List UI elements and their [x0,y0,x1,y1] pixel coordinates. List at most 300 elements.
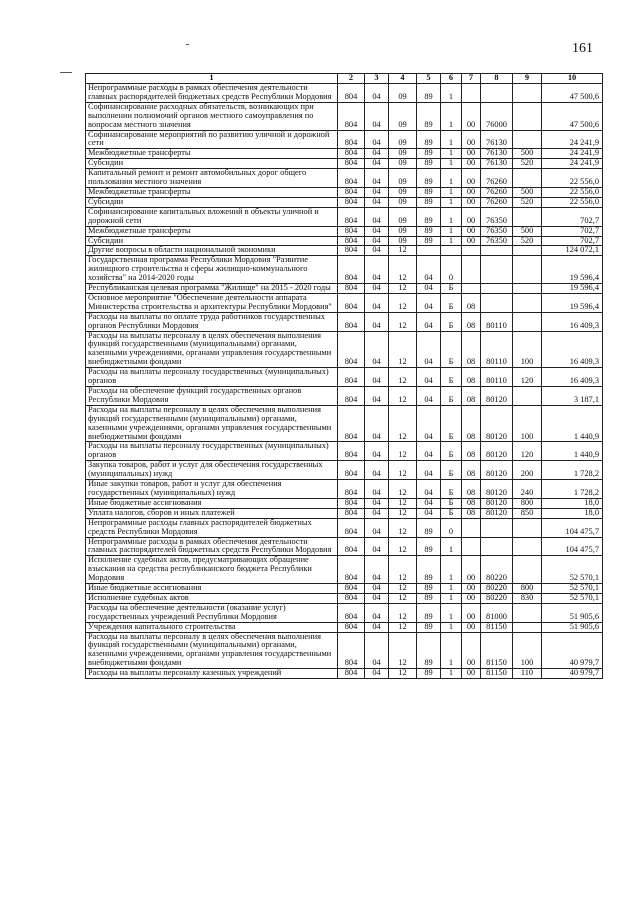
code-program-cell: 04 [417,442,441,461]
table-row [86,226,603,236]
code-subsection-b-cell: 12 [389,632,417,669]
table-row [86,405,603,442]
amount-cell: 104 475,7 [542,537,603,556]
code-expense-type-cell [513,556,542,584]
code-direction-cell: 80120 [481,442,513,461]
column-header: 6 [441,74,462,84]
code-program-cell: 89 [417,207,441,226]
table-row [86,537,603,556]
code-subprogram-cell: Б [441,461,462,480]
scan-mark [186,44,189,45]
code-event-cell: 08 [462,442,481,461]
code-expense-type-cell: 800 [513,584,542,594]
amount-cell: 22 556,0 [542,169,603,188]
code-expense-type-cell: 120 [513,442,542,461]
item-name-cell: Субсидии [86,197,338,207]
amount-cell: 16 409,3 [542,331,603,368]
code-subsection-b-cell: 09 [389,197,417,207]
code-expense-type-cell: 110 [513,669,542,679]
code-subprogram-cell: 1 [441,102,462,130]
code-subsection-a-cell: 04 [365,246,389,256]
amount-cell: 1 728,2 [542,480,603,499]
amount-cell: 16 409,3 [542,368,603,387]
code-subsection-a-cell: 04 [365,508,389,518]
code-subsection-a-cell: 04 [365,669,389,679]
code-event-cell: 00 [462,556,481,584]
code-program-cell: 04 [417,480,441,499]
code-program-cell: 04 [417,498,441,508]
code-program-cell: 89 [417,518,441,537]
code-event-cell: 00 [462,603,481,622]
code-section-cell: 804 [338,169,365,188]
code-section-cell: 804 [338,593,365,603]
code-expense-type-cell [513,312,542,331]
code-direction-cell: 76260 [481,187,513,197]
code-direction-cell [481,518,513,537]
code-subprogram-cell: Б [441,284,462,294]
code-subprogram-cell: Б [441,442,462,461]
code-program-cell: 04 [417,256,441,284]
code-subprogram-cell: 1 [441,669,462,679]
code-subsection-b-cell: 12 [389,480,417,499]
code-subsection-a-cell: 04 [365,102,389,130]
code-expense-type-cell [513,284,542,294]
table-row [86,498,603,508]
code-subsection-a-cell: 04 [365,622,389,632]
code-program-cell: 89 [417,632,441,669]
code-section-cell: 804 [338,236,365,246]
code-expense-type-cell [513,246,542,256]
item-name-cell: Расходы на выплаты персоналу казенных учреждений [86,669,338,679]
code-program-cell: 04 [417,508,441,518]
code-expense-type-cell [513,130,542,149]
table-row [86,169,603,188]
code-subsection-b-cell: 09 [389,149,417,159]
amount-cell: 702,7 [542,236,603,246]
code-subsection-a-cell: 04 [365,593,389,603]
code-event-cell: 00 [462,169,481,188]
code-section-cell: 804 [338,498,365,508]
code-expense-type-cell [513,169,542,188]
code-subprogram-cell: 1 [441,149,462,159]
code-event-cell [462,84,481,103]
code-event-cell: 08 [462,368,481,387]
code-subsection-b-cell: 12 [389,556,417,584]
code-subsection-a-cell: 04 [365,159,389,169]
table-row [86,256,603,284]
amount-cell: 702,7 [542,226,603,236]
amount-cell: 24 241,9 [542,159,603,169]
code-program-cell: 04 [417,461,441,480]
code-section-cell: 804 [338,226,365,236]
table-row [86,236,603,246]
code-direction-cell: 80120 [481,480,513,499]
code-subsection-a-cell: 04 [365,207,389,226]
code-program-cell: 04 [417,405,441,442]
table-row [86,442,603,461]
item-name-cell: Непрограммные расходы в рамках обеспечения деятельности главных распорядителей бюджетных средств Республики Мордовия [86,84,338,103]
code-program-cell: 89 [417,556,441,584]
code-subprogram-cell: 1 [441,187,462,197]
code-subsection-b-cell: 12 [389,442,417,461]
table-row [86,480,603,499]
code-subsection-a-cell: 04 [365,312,389,331]
code-direction-cell: 81150 [481,669,513,679]
code-program-cell: 04 [417,331,441,368]
code-direction-cell: 80120 [481,508,513,518]
table-row [86,669,603,679]
code-subsection-a-cell: 04 [365,498,389,508]
code-subsection-b-cell: 09 [389,130,417,149]
code-subsection-b-cell: 12 [389,498,417,508]
code-direction-cell: 76130 [481,149,513,159]
column-header: 2 [338,74,365,84]
code-direction-cell: 76350 [481,207,513,226]
amount-cell: 18,0 [542,498,603,508]
code-event-cell [462,256,481,284]
amount-cell: 24 241,9 [542,149,603,159]
table-row [86,149,603,159]
code-expense-type-cell: 500 [513,187,542,197]
code-subsection-b-cell: 12 [389,603,417,622]
code-program-cell: 89 [417,226,441,236]
item-name-cell: Учреждения капитального строительства [86,622,338,632]
code-subsection-a-cell: 04 [365,284,389,294]
code-subsection-b-cell: 12 [389,256,417,284]
code-subprogram-cell: 1 [441,84,462,103]
column-header: 9 [513,74,542,84]
code-subsection-a-cell: 04 [365,226,389,236]
code-section-cell: 804 [338,632,365,669]
code-program-cell: 89 [417,187,441,197]
code-event-cell: 00 [462,187,481,197]
code-direction-cell: 80220 [481,584,513,594]
item-name-cell: Исполнение судебных актов [86,593,338,603]
code-event-cell [462,246,481,256]
code-section-cell: 804 [338,159,365,169]
table-row [86,246,603,256]
code-section-cell: 804 [338,246,365,256]
code-section-cell: 804 [338,187,365,197]
code-subsection-b-cell: 12 [389,368,417,387]
code-subsection-a-cell: 04 [365,331,389,368]
code-section-cell: 804 [338,387,365,406]
code-section-cell: 804 [338,207,365,226]
code-event-cell: 08 [462,331,481,368]
table-row [86,632,603,669]
code-program-cell: 04 [417,293,441,312]
code-subsection-a-cell: 04 [365,518,389,537]
code-expense-type-cell [513,537,542,556]
item-name-cell: Непрограммные расходы в рамках обеспечения деятельности главных распорядителей бюджетных средств Республики Мордовия [86,537,338,556]
code-program-cell: 04 [417,368,441,387]
code-program-cell: 89 [417,236,441,246]
table-row [86,187,603,197]
amount-cell: 40 979,7 [542,632,603,669]
code-subsection-b-cell: 12 [389,518,417,537]
code-subprogram-cell: Б [441,293,462,312]
code-subsection-a-cell: 04 [365,84,389,103]
amount-cell: 24 241,9 [542,130,603,149]
amount-cell: 47 500,6 [542,102,603,130]
code-event-cell: 08 [462,480,481,499]
item-name-cell: Иные бюджетные ассигнования [86,584,338,594]
code-subprogram-cell: 1 [441,556,462,584]
code-program-cell: 04 [417,387,441,406]
code-section-cell: 804 [338,622,365,632]
code-subsection-a-cell: 04 [365,256,389,284]
code-subsection-b-cell: 12 [389,293,417,312]
code-section-cell: 804 [338,537,365,556]
code-direction-cell: 80120 [481,498,513,508]
code-subprogram-cell: 1 [441,159,462,169]
code-direction-cell [481,537,513,556]
code-subprogram-cell: 1 [441,593,462,603]
code-expense-type-cell: 800 [513,498,542,508]
code-event-cell: 08 [462,387,481,406]
code-section-cell: 804 [338,405,365,442]
code-subsection-b-cell: 09 [389,236,417,246]
item-name-cell: Иные бюджетные ассигнования [86,498,338,508]
code-expense-type-cell: 520 [513,236,542,246]
code-event-cell: 00 [462,584,481,594]
amount-cell: 19 596,4 [542,256,603,284]
code-expense-type-cell [513,518,542,537]
code-subsection-a-cell: 04 [365,293,389,312]
code-subprogram-cell: 1 [441,632,462,669]
table-row [86,197,603,207]
code-direction-cell: 76000 [481,102,513,130]
code-event-cell [462,537,481,556]
code-subsection-b-cell: 12 [389,461,417,480]
code-direction-cell [481,293,513,312]
code-subsection-b-cell: 09 [389,84,417,103]
code-subsection-b-cell: 12 [389,331,417,368]
code-subprogram-cell: 1 [441,169,462,188]
code-program-cell: 89 [417,102,441,130]
amount-cell: 19 596,4 [542,284,603,294]
code-program-cell: 04 [417,284,441,294]
budget-table [85,73,603,679]
code-subsection-a-cell: 04 [365,236,389,246]
item-name-cell: Межбюджетные трансферты [86,149,338,159]
code-program-cell: 89 [417,593,441,603]
code-direction-cell: 76260 [481,169,513,188]
code-subsection-b-cell: 12 [389,246,417,256]
code-direction-cell: 76260 [481,197,513,207]
code-expense-type-cell: 200 [513,461,542,480]
code-subsection-b-cell: 09 [389,159,417,169]
code-subsection-b-cell: 09 [389,226,417,236]
code-section-cell: 804 [338,603,365,622]
code-expense-type-cell: 100 [513,405,542,442]
code-event-cell: 08 [462,312,481,331]
code-subsection-b-cell: 12 [389,593,417,603]
item-name-cell: Другие вопросы в области национальной экономики [86,246,338,256]
code-direction-cell [481,246,513,256]
amount-cell: 702,7 [542,207,603,226]
code-event-cell [462,518,481,537]
code-section-cell: 804 [338,84,365,103]
code-section-cell: 804 [338,584,365,594]
table-row [86,622,603,632]
code-section-cell: 804 [338,461,365,480]
code-subsection-b-cell: 12 [389,537,417,556]
table-row [86,387,603,406]
table-row [86,556,603,584]
code-subprogram-cell: Б [441,387,462,406]
code-subsection-a-cell: 04 [365,149,389,159]
code-subprogram-cell: Б [441,368,462,387]
column-header: 1 [86,74,338,84]
code-event-cell: 08 [462,498,481,508]
table-row [86,461,603,480]
code-event-cell [462,284,481,294]
code-event-cell: 08 [462,405,481,442]
amount-cell: 3 187,1 [542,387,603,406]
table-row [86,102,603,130]
code-section-cell: 804 [338,197,365,207]
code-section-cell: 804 [338,556,365,584]
code-section-cell: 804 [338,368,365,387]
code-subprogram-cell: 1 [441,584,462,594]
code-section-cell: 804 [338,331,365,368]
code-subsection-a-cell: 04 [365,603,389,622]
item-name-cell: Межбюджетные трансферты [86,187,338,197]
code-expense-type-cell: 500 [513,149,542,159]
code-program-cell: 89 [417,84,441,103]
item-name-cell: Расходы на выплаты персоналу государственных (муниципальных) органов [86,442,338,461]
code-subsection-b-cell: 12 [389,387,417,406]
code-section-cell: 804 [338,669,365,679]
amount-cell: 1 440,9 [542,405,603,442]
code-subsection-a-cell: 04 [365,387,389,406]
item-name-cell: Исполнение судебных актов, предусматривающих обращение взыскания на средства республиканского бюджета Республики Мордовия [86,556,338,584]
code-program-cell: 89 [417,622,441,632]
amount-cell: 124 072,1 [542,246,603,256]
code-subprogram-cell: 1 [441,622,462,632]
code-direction-cell [481,284,513,294]
item-name-cell: Субсидии [86,236,338,246]
code-subprogram-cell: Б [441,480,462,499]
code-subsection-a-cell: 04 [365,584,389,594]
amount-cell: 22 556,0 [542,187,603,197]
code-subsection-a-cell: 04 [365,537,389,556]
code-expense-type-cell [513,387,542,406]
item-name-cell: Республиканская целевая программа "Жилище" на 2015 - 2020 годы [86,284,338,294]
code-direction-cell: 80120 [481,387,513,406]
code-subsection-a-cell: 04 [365,197,389,207]
table-row [86,130,603,149]
code-event-cell: 00 [462,130,481,149]
code-subsection-b-cell: 09 [389,187,417,197]
code-subsection-a-cell: 04 [365,169,389,188]
code-program-cell: 89 [417,159,441,169]
code-subsection-b-cell: 12 [389,508,417,518]
code-program-cell: 89 [417,197,441,207]
table-row [86,207,603,226]
code-direction-cell: 81150 [481,622,513,632]
code-program-cell: 89 [417,130,441,149]
code-program-cell: 89 [417,603,441,622]
code-program-cell: 89 [417,584,441,594]
item-name-cell: Расходы на обеспечение функций государственных органов Республики Мордовия [86,387,338,406]
code-subsection-b-cell: 12 [389,312,417,331]
code-subsection-a-cell: 04 [365,187,389,197]
code-expense-type-cell: 500 [513,226,542,236]
code-subsection-b-cell: 12 [389,622,417,632]
code-subprogram-cell: Б [441,508,462,518]
code-expense-type-cell [513,207,542,226]
item-name-cell: Расходы на выплаты персоналу в целях обеспечения выполнения функций государственными (муниципальными) органами, казенными учреждениями, органами управления государственными внебюджетными фондами [86,331,338,368]
code-subprogram-cell [441,246,462,256]
code-event-cell: 00 [462,593,481,603]
code-subsection-a-cell: 04 [365,130,389,149]
code-event-cell: 00 [462,226,481,236]
amount-cell: 47 500,6 [542,84,603,103]
item-name-cell: Софинансирование капитальных вложений в объекты уличной и дорожной сети [86,207,338,226]
table-row [86,368,603,387]
code-subprogram-cell: 1 [441,130,462,149]
code-subsection-a-cell: 04 [365,632,389,669]
item-name-cell: Капитальный ремонт и ремонт автомобильных дорог общего пользования местного значения [86,169,338,188]
code-subsection-a-cell: 04 [365,480,389,499]
code-direction-cell: 81150 [481,632,513,669]
code-expense-type-cell: 520 [513,197,542,207]
code-subsection-b-cell: 09 [389,207,417,226]
code-direction-cell: 80120 [481,405,513,442]
amount-cell: 19 596,4 [542,293,603,312]
code-subsection-b-cell: 12 [389,584,417,594]
code-section-cell: 804 [338,293,365,312]
code-subprogram-cell: 1 [441,197,462,207]
code-expense-type-cell [513,102,542,130]
code-expense-type-cell [513,603,542,622]
item-name-cell: Основное мероприятие "Обеспечение деятельности аппарата Министерства строительства и архитектуры Республики Мордовия" [86,293,338,312]
code-subprogram-cell: Б [441,498,462,508]
code-section-cell: 804 [338,480,365,499]
table-row [86,312,603,331]
table-row [86,284,603,294]
code-section-cell: 804 [338,508,365,518]
code-direction-cell [481,256,513,284]
code-section-cell: 804 [338,149,365,159]
code-direction-cell: 80110 [481,368,513,387]
code-section-cell: 804 [338,312,365,331]
item-name-cell: Расходы на выплаты персоналу в целях обеспечения выполнения функций государственными (муниципальными) органами, казенными учреждениями, органами управления государственными внебюджетными фондами [86,632,338,669]
amount-cell: 51 905,6 [542,622,603,632]
column-header: 7 [462,74,481,84]
code-section-cell: 804 [338,442,365,461]
amount-cell: 40 979,7 [542,669,603,679]
code-event-cell: 08 [462,293,481,312]
code-event-cell: 00 [462,236,481,246]
table-row [86,584,603,594]
code-subsection-b-cell: 09 [389,169,417,188]
item-name-cell: Межбюджетные трансферты [86,226,338,236]
amount-cell: 16 409,3 [542,312,603,331]
code-subprogram-cell: 1 [441,603,462,622]
table-row [86,508,603,518]
code-event-cell: 00 [462,632,481,669]
scan-mark [60,72,72,73]
code-program-cell: 89 [417,149,441,159]
amount-cell: 22 556,0 [542,197,603,207]
column-header: 10 [542,74,603,84]
code-subprogram-cell: 1 [441,236,462,246]
amount-cell: 18,0 [542,508,603,518]
code-subprogram-cell: Б [441,331,462,368]
